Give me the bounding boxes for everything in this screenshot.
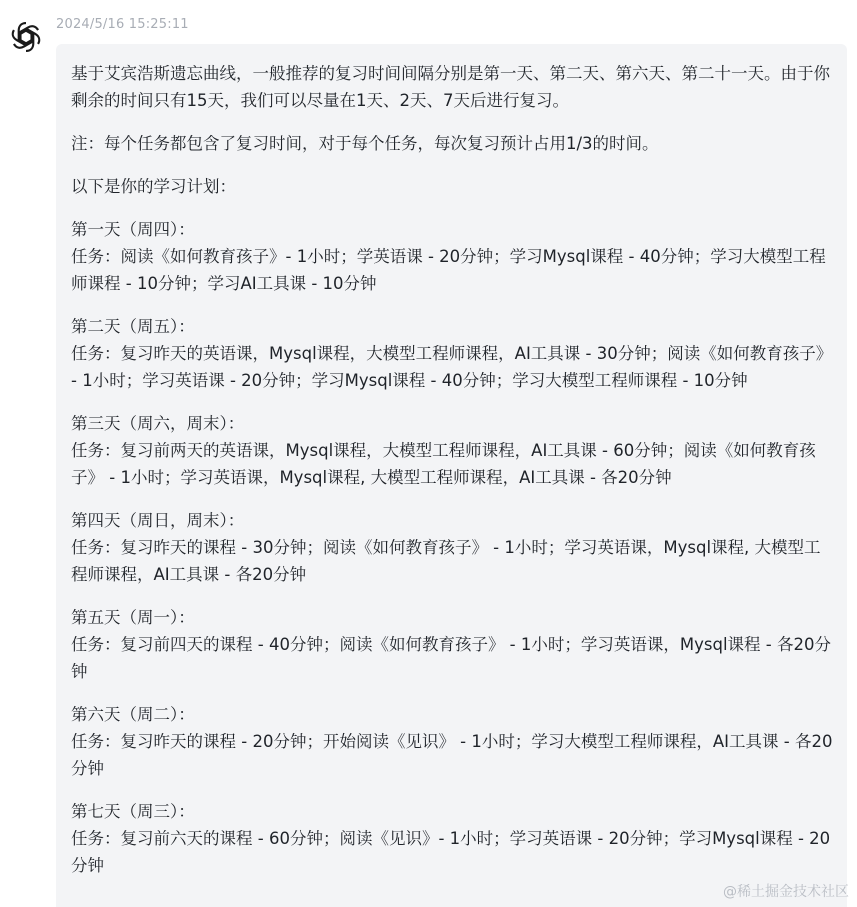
plan-heading: 以下是你的学习计划： [71,177,236,196]
message-timestamp: 2024/5/16 15:25:11 [56,17,189,32]
intro-paragraph: 基于艾宾浩斯遗忘曲线，一般推荐的复习时间间隔分别是第一天、第二天、第六天、第二十一天。由于你剩余的时间只有15天，我们可以尽量在1天、2天、7天后进行复习。 [71,64,830,110]
message-bubble [56,44,847,907]
day-title: 第五天（周一）： [71,608,195,627]
day-plan [71,604,837,685]
day-plan [71,216,837,297]
note-paragraph: 注：每个任务都包含了复习时间，对于每个任务，每次复习预计占用1/3的时间。 [71,134,659,153]
day-title: 第一天（周四）： [71,220,195,239]
watermark: @稀土掘金技术社区 [723,884,849,900]
openai-logo-icon [7,18,45,56]
day-task: 任务：复习前两天的英语课，Mysql课程，大模型工程师课程，AI工具课 - 60分钟；阅读《如何教育孩子》 - 1小时；学习英语课，Mysql课程, 大模型工程师课程，AI工具课 - 各20分钟 [71,441,816,487]
day-title: 第三天（周六，周末）： [71,414,245,433]
day-task: 任务：复习昨天的课程 - 30分钟；阅读《如何教育孩子》 - 1小时；学习英语课，Mysql课程, 大模型工程师课程，AI工具课 - 各20分钟 [71,538,821,584]
day-plan [71,507,837,588]
day-task: 任务：复习昨天的课程 - 20分钟；开始阅读《见识》 - 1小时；学习大模型工程师课程，AI工具课 - 各20分钟 [71,732,833,778]
day-task: 任务：复习昨天的英语课，Mysql课程，大模型工程师课程，AI工具课 - 30分钟；阅读《如何教育孩子》 - 1小时；学习英语课 - 20分钟；学习Mysql课程 - 40分钟；学习大模型工程师课程 - 10分钟 [71,344,838,390]
day-title: 第七天（周三）： [71,802,195,821]
day-plan [71,798,837,879]
day-title: 第四天（周日，周末）： [71,511,245,530]
day-task: 任务：复习前四天的课程 - 40分钟；阅读《如何教育孩子》 - 1小时；学习英语课，Mysql课程 - 各20分钟 [71,635,831,681]
day-task: 任务：复习前六天的课程 - 60分钟；阅读《见识》- 1小时；学习英语课 - 20分钟；学习Mysql课程 - 20分钟 [71,829,831,875]
day-title: 第二天（周五）： [71,317,195,336]
day-task: 任务：阅读《如何教育孩子》- 1小时；学英语课 - 20分钟；学习Mysql课程 - 40分钟；学习大模型工程师课程 - 10分钟；学习AI工具课 - 10分钟 [71,247,826,293]
day-title: 第六天（周二）： [71,705,195,724]
day-plan [71,701,837,782]
day-plan [71,410,837,491]
day-plan [71,313,837,394]
